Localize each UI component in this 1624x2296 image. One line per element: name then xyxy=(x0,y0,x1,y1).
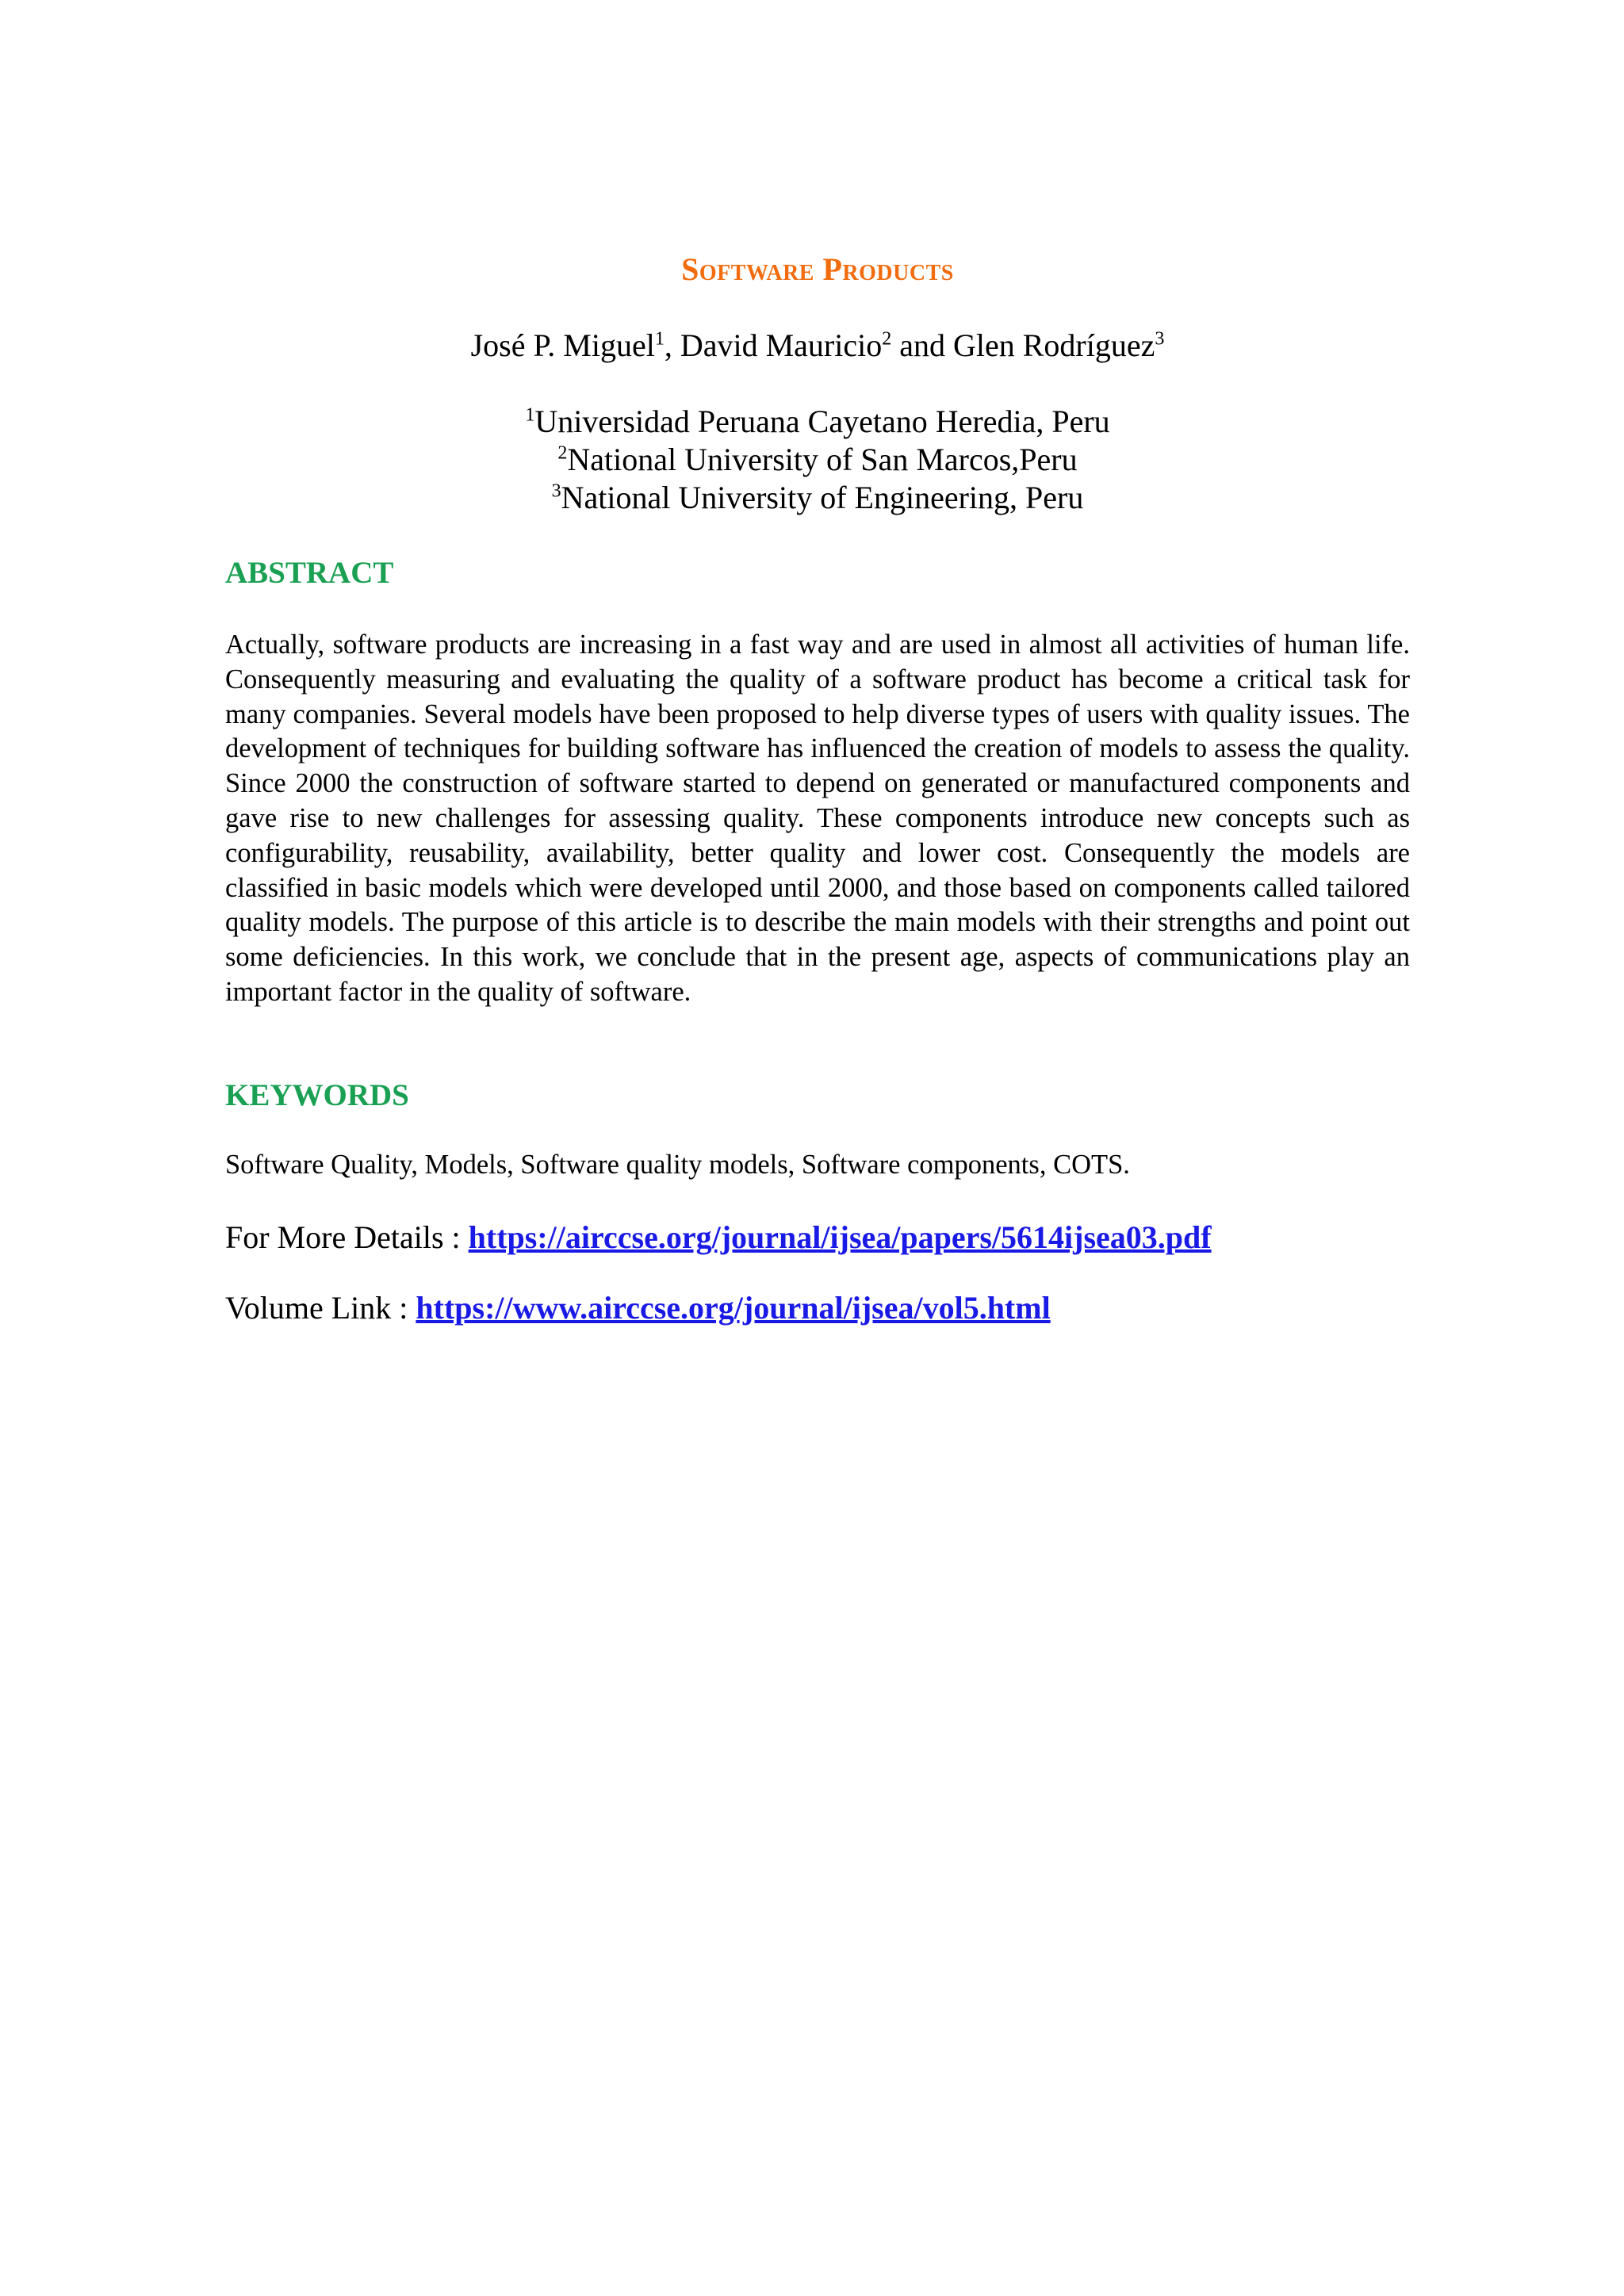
affil-mark: 3 xyxy=(551,480,561,502)
author-affil-mark: 3 xyxy=(1155,328,1165,350)
volume-line xyxy=(225,1289,1051,1326)
paper-title: Software Products xyxy=(681,251,954,287)
author-separator: and xyxy=(891,327,953,363)
affiliation-list xyxy=(225,403,1410,517)
affil-text: Universidad Peruana Cayetano Heredia, Peru xyxy=(534,404,1110,439)
affiliation-line xyxy=(225,441,1410,479)
author-affil-mark: 2 xyxy=(882,328,892,350)
author-list xyxy=(225,327,1410,364)
affil-text: National University of Engineering, Peru xyxy=(561,480,1084,515)
author-name: David Mauricio xyxy=(680,327,883,363)
volume-label: Volume Link : xyxy=(225,1290,416,1326)
affiliation-line xyxy=(225,479,1410,517)
keywords-body: Software Quality, Models, Software quality models, Software components, COTS. xyxy=(225,1150,1130,1180)
affil-text: National University of San Marcos,Peru xyxy=(567,442,1078,477)
author-name: José P. Miguel xyxy=(470,327,655,363)
author-separator: , xyxy=(664,327,680,363)
keywords-heading: KEYWORDS xyxy=(225,1078,409,1112)
volume-link[interactable]: https://www.airccse.org/journal/ijsea/vol5.html xyxy=(416,1290,1051,1326)
abstract-body: Actually, software products are increasing in a fast way and are used in almost all activities of human life. Consequently measuring and evaluating the quality of a software product has become a critical task for many companies. Several models have been proposed to help diverse types of users with quality issues. The development of techniques for building software has influenced the creation of models to assess the quality. Since 2000 the construction of software started to depend on generated or manufactured components and gave rise to new challenges for assessing quality. These components introduce new concepts such as configurability, reusability, availability, better quality and lower cost. Consequently the models are classified in basic models which were developed until 2000, and those based on components called tailored quality models. The purpose of this article is to describe the main models with their strengths and point out some deficiencies. In this work, we conclude that in the present age, aspects of communications play an important factor in the quality of software. xyxy=(225,629,1410,1007)
affiliation-line xyxy=(225,403,1410,441)
author-affil-mark: 1 xyxy=(654,328,665,350)
affil-mark: 2 xyxy=(557,442,568,464)
author-name: Glen Rodríguez xyxy=(953,327,1155,363)
details-label: For More Details : xyxy=(225,1219,469,1255)
abstract-heading: ABSTRACT xyxy=(225,556,394,590)
details-link[interactable]: https://airccse.org/journal/ijsea/papers/5614ijsea03.pdf xyxy=(468,1219,1212,1255)
details-line xyxy=(225,1219,1212,1256)
affil-mark: 1 xyxy=(525,404,535,426)
